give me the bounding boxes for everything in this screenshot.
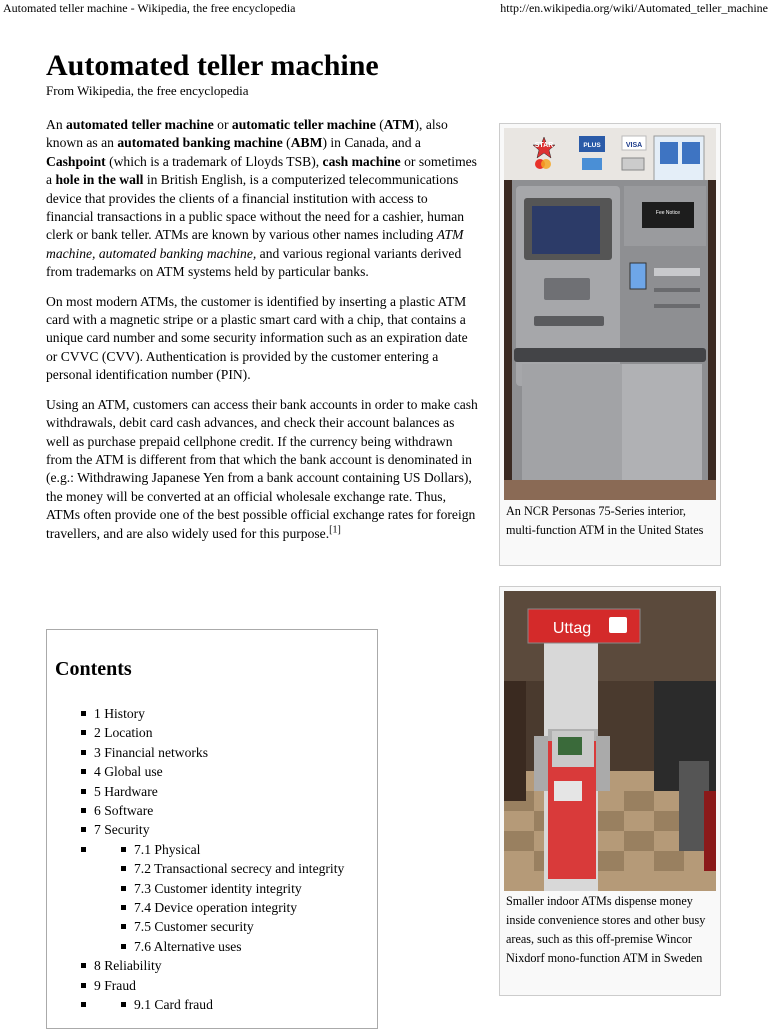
cash-dispenser bbox=[534, 316, 604, 326]
article-body bbox=[46, 116, 478, 554]
svg-text:Fee Notice: Fee Notice bbox=[655, 210, 681, 216]
svg-text:Uttag: Uttag bbox=[552, 620, 592, 637]
term-atm-full: automated teller machine bbox=[66, 117, 214, 132]
atm-screen bbox=[532, 206, 600, 254]
toc-title: Contents bbox=[55, 658, 132, 680]
paragraph-identification: On most modern ATMs, the customer is identified by inserting a plastic ATM card with a magnetic stripe or a plastic smart card with a chip, that contains a unique card number and some security information such as an expiration date or CVVC (CVV). Authentication is provided by the customer entering a personal identification number (PIN). bbox=[46, 293, 468, 383]
toc-subitem-card-fraud[interactable]: 9.1 Card fraud bbox=[121, 995, 371, 1014]
toc-item-hardware[interactable]: 5 Hardware bbox=[81, 782, 371, 801]
svg-text:VISA: VISA bbox=[625, 142, 643, 149]
toc-sublist-fraud bbox=[81, 995, 371, 1014]
toc-list bbox=[81, 704, 371, 1015]
toc-subitem-customer-security[interactable]: 7.5 Customer security bbox=[121, 917, 371, 936]
card-logo bbox=[622, 158, 644, 170]
ncr-atm-image[interactable] bbox=[504, 128, 716, 500]
term-abm-full: automated banking machine bbox=[117, 135, 283, 151]
print-header-title: Automated teller machine - Wikipedia, the free encyclopedia bbox=[3, 1, 296, 15]
toc-subitem-alternative-uses[interactable]: 7.6 Alternative uses bbox=[121, 937, 371, 956]
svg-text:STAR: STAR bbox=[534, 142, 554, 149]
table-of-contents bbox=[46, 629, 378, 1029]
toc-item-fraud[interactable]: 9 Fraud bbox=[81, 976, 371, 995]
print-header bbox=[0, 0, 768, 18]
intro-paragraph: An automated teller machine or automatic teller machine (ATM), also known as an automated banking machine (ABM) in Canada, and a Cashpoint (which is a trademark of Lloyds TSB), cash machine or sometimes a hole in the wall in British English, is a computerized telecommunications device that provides the clients of a financial institution with access to financial transactions in a public space without the need for a cashier, human clerk or bank teller. ATMs are known by various other names including ATM machine, automated banking machine, and various regional variants derived from trademarks on ATM systems held by particular banks. bbox=[46, 117, 477, 280]
figure-swedish-atm bbox=[499, 586, 721, 996]
toc-item-financial-networks[interactable]: 3 Financial networks bbox=[81, 743, 371, 762]
figure-caption: An NCR Personas 75-Series interior, multi-function ATM in the United States bbox=[506, 504, 704, 537]
network-logo bbox=[582, 158, 602, 170]
print-header-url: http://en.wikipedia.org/wiki/Automated_teller_machine bbox=[500, 1, 768, 15]
privacy-panel bbox=[534, 736, 548, 791]
term-automatic: automatic teller machine bbox=[231, 117, 376, 132]
term-atm: ATM bbox=[383, 117, 415, 132]
page-title: Automated teller machine bbox=[46, 49, 379, 82]
toc-subitem-device-operation[interactable]: 7.4 Device operation integrity bbox=[121, 898, 371, 917]
wincor-atm-image[interactable] bbox=[504, 591, 716, 891]
toc-item-global-use[interactable]: 4 Global use bbox=[81, 762, 371, 781]
figure-caption: Smaller indoor ATMs dispense money inside convenience stores and other busy areas, such as this off-premise Wincor Nixdorf mono-function ATM in Sweden bbox=[506, 894, 706, 965]
figure-ncr-atm bbox=[499, 123, 721, 566]
term-atm-machine: ATM machine, automated banking machine, bbox=[46, 227, 464, 261]
toc-subitem-physical[interactable]: 7.1 Physical bbox=[121, 840, 371, 859]
toc-item-location[interactable]: 2 Location bbox=[81, 723, 371, 742]
term-cashpoint: Cashpoint bbox=[46, 153, 106, 169]
toc-subitem-customer-identity[interactable]: 7.3 Customer identity integrity bbox=[121, 879, 371, 898]
toc-item-software[interactable]: 6 Software bbox=[81, 801, 371, 820]
svg-text:PLUS: PLUS bbox=[583, 142, 601, 149]
toc-subitem-transactional[interactable]: 7.2 Transactional secrecy and integrity bbox=[121, 859, 371, 878]
paragraph-usage: Using an ATM, customers can access their bank accounts in order to make cash withdrawals, debit card cash advances, and check their account balances as well as purchase prepaid cellphone credit. If the currency being withdrawn from the ATM is different from that which the bank account is denominated in (e.g.: Withdrawing Japanese Yen from a bank account containing US Dollars), the money will be converted at an official wholesale exchange rate. Thus, ATMs often provide one of the best possible official exchange rates for foreign travellers, and are also widely used for this purpose.[1] bbox=[46, 396, 478, 541]
atm-keypad bbox=[544, 278, 590, 300]
card-reader bbox=[630, 263, 646, 289]
site-tagline: From Wikipedia, the free encyclopedia bbox=[46, 83, 249, 98]
term-abm: ABM bbox=[290, 135, 323, 151]
toc-item-history[interactable]: 1 History bbox=[81, 704, 371, 723]
toc-sublist-security bbox=[81, 840, 371, 956]
atm-screen bbox=[558, 737, 582, 755]
term-hole-in-the-wall: hole in the wall bbox=[55, 172, 144, 188]
toc-item-security[interactable]: 7 Security bbox=[81, 820, 371, 839]
reference-link[interactable]: [1] bbox=[329, 524, 341, 535]
toc-item-reliability[interactable]: 8 Reliability bbox=[81, 956, 371, 975]
term-cash-machine: cash machine bbox=[322, 153, 401, 169]
